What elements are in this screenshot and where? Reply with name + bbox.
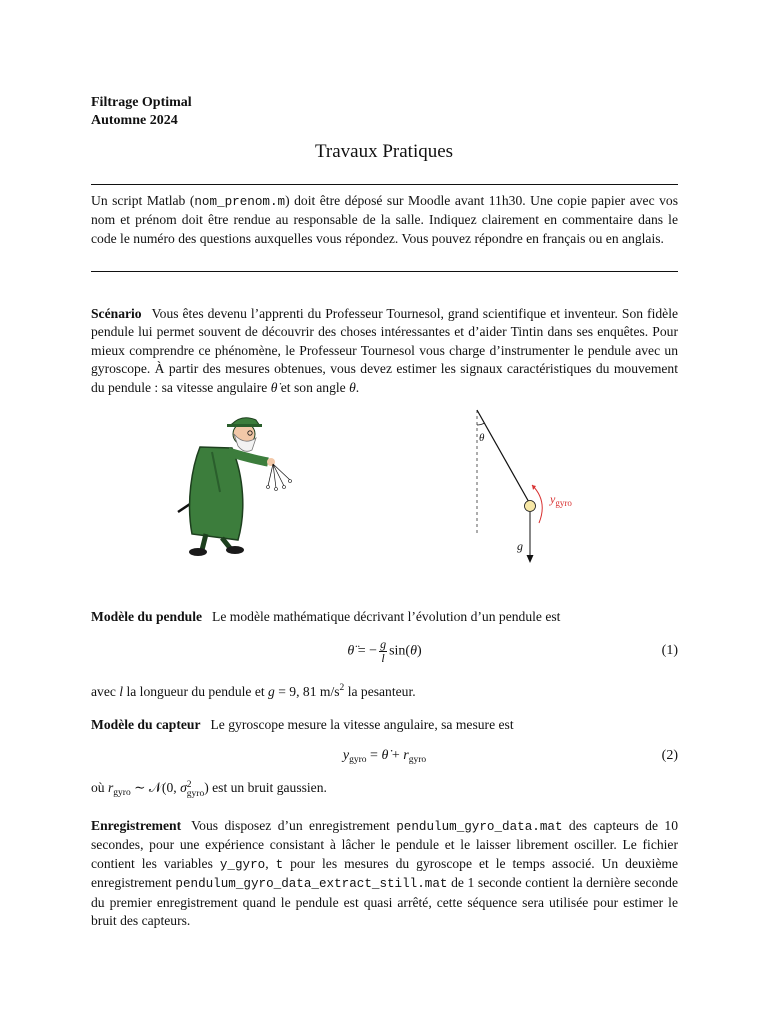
- top-rule: [91, 184, 678, 185]
- equation-1: θ̈ = − $\frac{g}{l}$ sin(θ) (1): [347, 637, 678, 665]
- professor-illustration: [172, 412, 302, 557]
- semester: Automne 2024: [91, 113, 178, 128]
- gravity-label: g: [517, 539, 523, 553]
- recording-paragraph: Enregistrement Vous disposez d’un enregistrement pendulum_gyro_data.mat des capteurs de 10 secondes, pour une expérience consistant à lâcher le pendule et le laisser librement osciller. Le fichier contient les variables y_gyro, t pour les mesures du gyroscope et le temps associé. Un deuxième enregistrement pendulum_gyro_data_extract_still.mat de 1 seconde contient la dernière seconde du premier enregistrement quand le pendule est quasi arrêté, cette séquence sera utilisée pour estimer le bruit des capteurs.: [91, 818, 679, 929]
- still-data-filename: pendulum_gyro_data_extract_still.mat: [175, 877, 448, 892]
- equation-2-number: (2): [661, 748, 678, 763]
- sensor-noise-explanation: où $r_{gyro}$ ∼ 𝒩(0, σ 2 gyro ) est un bruit gaussien.: [91, 780, 327, 799]
- theta-arc: [477, 423, 485, 425]
- sensor-model-heading: Modèle du capteur: [91, 717, 201, 732]
- pendulum-bob: [525, 501, 536, 512]
- pendulum-model-intro: Modèle du pendule Le modèle mathématique décrivant l’évolution d’un pendule est: [91, 609, 561, 624]
- data-filename: pendulum_gyro_data.mat: [396, 820, 563, 834]
- scenario-heading: Scénario: [91, 306, 142, 321]
- equation-2: $y_{gyro}$ = θ̇ + $r_{gyro}$ (2): [342, 748, 678, 765]
- bottom-rule: [91, 271, 678, 272]
- pendulum-diagram: [470, 405, 590, 565]
- sensor-model-intro: Modèle du capteur Le gyroscope mesure la vitesse angulaire, sa mesure est: [91, 717, 514, 732]
- recording-heading: Enregistrement: [91, 818, 182, 833]
- theta-symbol: θ: [349, 379, 356, 395]
- gyro-label: $y_{gyro}$: [550, 492, 572, 508]
- theta-dot-symbol: θ̇: [270, 379, 278, 395]
- script-filename: nom_prenom.m: [194, 195, 286, 209]
- instructions-paragraph: Un script Matlab (nom_prenom.m) doit être déposé sur Moodle avant 11h30. Une copie papier avec vos nom et prénom doit être rendue au responsable de la salle. Indiquez clairement en commentaire dans le code le numéro des questions auxquelles vous répondez. Vous pouvez répondre en français ou en anglais.: [91, 193, 679, 246]
- scenario-paragraph: Scénario Vous êtes devenu l’apprenti du Professeur Tournesol, grand scientifique et inventeur. Son fidèle pendule lui permet souvent de découvrir des choses intéressantes et d’aider Tintin dans ses enquêtes. Pour mieux comprendre ce phénomène, le Professeur Tournesol vous charge d’instrumenter le pendule avec un gyroscope. À partir des mesures obtenues, vous devez estimer les signaux caractéristiques du mouvement du pendule : sa vitesse angulaire θ̇ et son angle θ.: [91, 306, 678, 395]
- pendulum-rod: [477, 410, 530, 504]
- equation-1-number: (1): [661, 643, 678, 658]
- theta-label: θ: [479, 432, 485, 444]
- pendulum-model-explanation: avec l la longueur du pendule et g = 9, 81 $m/s^2$ la pesanteur.: [91, 683, 416, 699]
- pendulum-model-heading: Modèle du pendule: [91, 609, 203, 624]
- course-name: Filtrage Optimal: [91, 95, 192, 110]
- document-title: Travaux Pratiques: [314, 141, 454, 162]
